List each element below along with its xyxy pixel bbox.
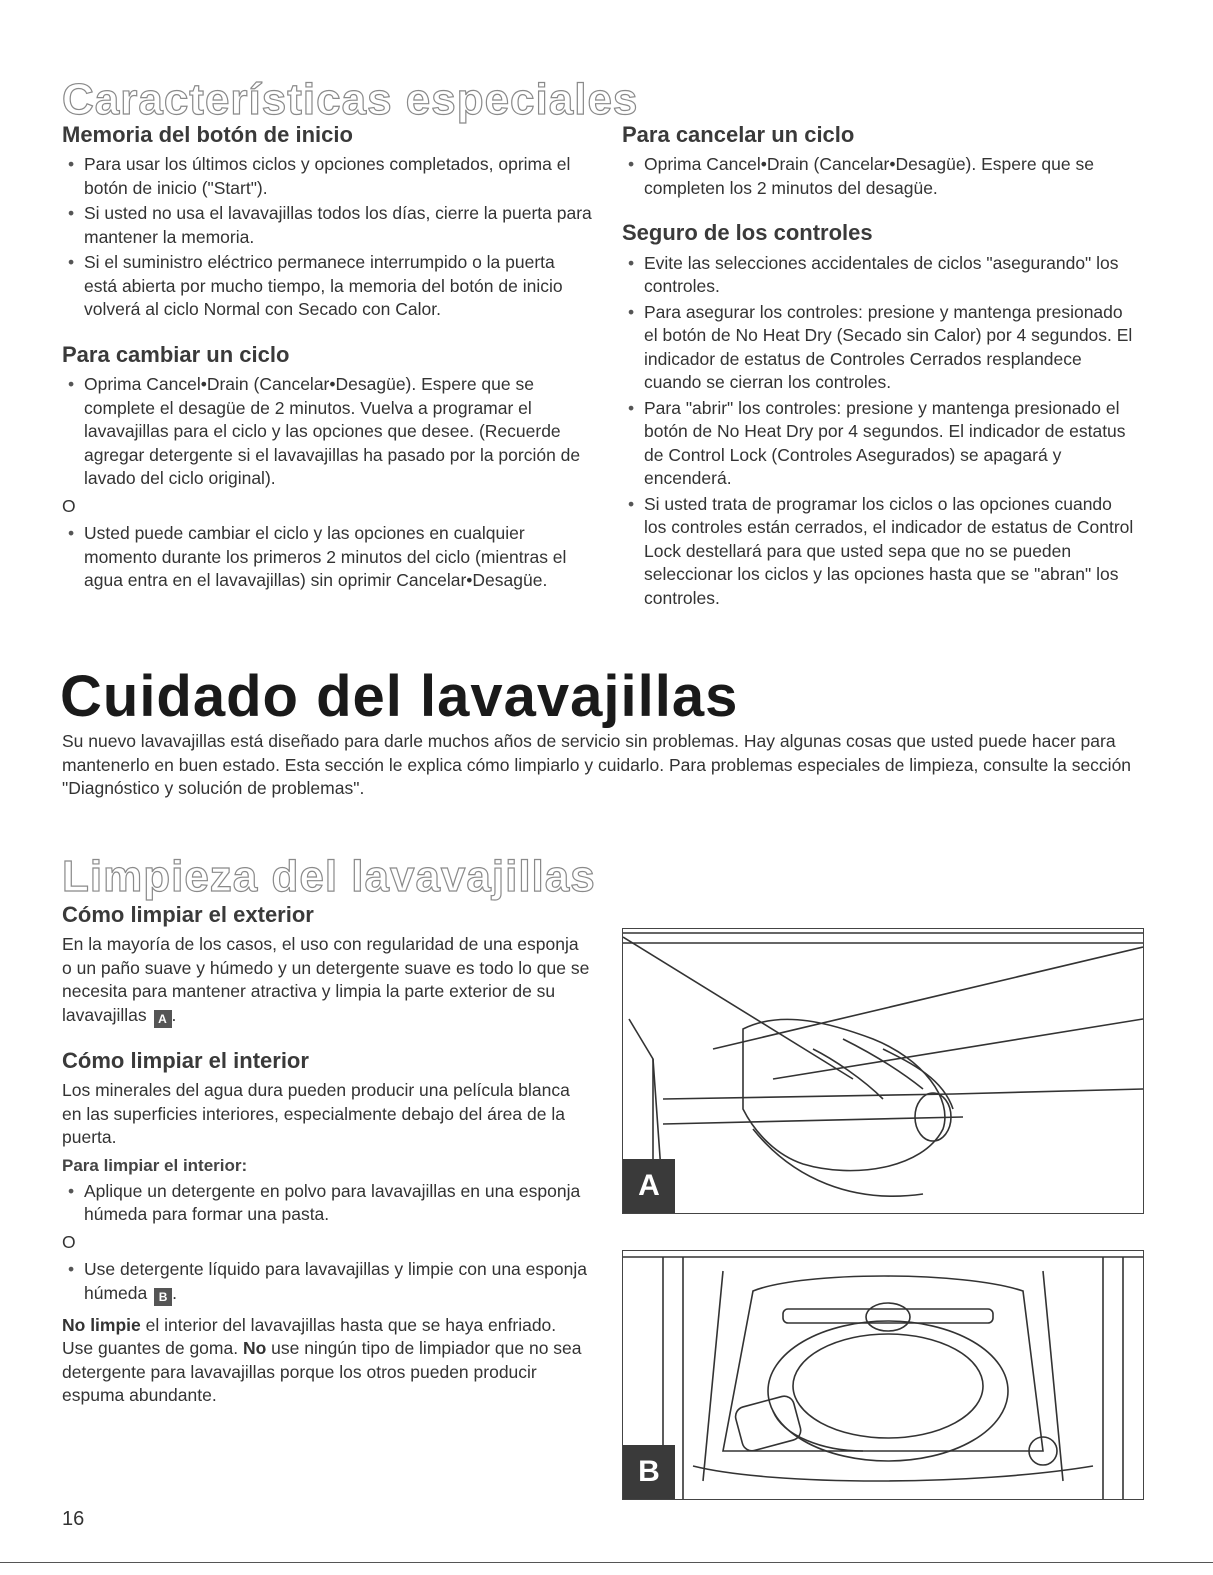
interior-list-2 (62, 1258, 592, 1306)
figure-b-badge: B (154, 1288, 172, 1306)
list-item: • Para asegurar los controles: presione y mantenga presionado el botón de No Heat Dry (Secado sin Calor) por 4 segundos. El indicador de estatus de Controles Cerrados resplandece cuando se cierran los controles. (622, 301, 1137, 395)
list-item: • Usted puede cambiar el ciclo y las opciones en cualquier momento durante los primeros 2 minutos del ciclo (mientras el agua entra en el lavavajillas) sin oprimir Cancelar•Desagüe. (62, 522, 592, 593)
warning-text-2: use ningún tipo de limpiador que no sea detergente para lavavajillas porque los otros pueden producir espuma abundante. (62, 1338, 582, 1406)
interior-subheading: Para limpiar el interior: (62, 1155, 248, 1175)
cancel-cycle-section (622, 122, 1137, 200)
figure-a-label: A (623, 1159, 675, 1213)
or-separator: O (62, 495, 76, 516)
list-item: • Aplique un detergente en polvo para lavavajillas en una esponja húmeda para formar una pasta. (62, 1180, 592, 1227)
care-intro (62, 730, 1142, 801)
list-item: • Para usar los últimos ciclos y opciones completados, oprima el botón de inicio ("Start"). (62, 153, 592, 200)
interior-warning (62, 1314, 592, 1408)
list-item: • Oprima Cancel•Drain (Cancelar•Desagüe). Espere que se completen los 2 minutos del desagüe. (622, 153, 1137, 200)
figure-a-badge: A (154, 1010, 172, 1028)
exterior-end: . (171, 1004, 177, 1025)
control-lock-section (622, 220, 1137, 610)
cancel-cycle-title: Para cancelar un ciclo (622, 122, 855, 147)
or-separator: O (62, 1231, 76, 1252)
start-memory-list (62, 153, 592, 322)
interior-title: Cómo limpiar el interior (62, 1047, 309, 1073)
warning-bold-1: No limpie (62, 1314, 141, 1335)
warning-text-1: el interior del lavavajillas hasta que se haya enfriado. Use guantes de goma. (62, 1314, 557, 1359)
change-cycle-list (62, 373, 592, 491)
change-cycle-list-2 (62, 522, 592, 593)
section-heading-features: Características especiales (62, 75, 639, 124)
list-item: • Si usted no usa el lavavajillas todos los días, cierre la puerta para mantener la memoria. (62, 202, 592, 249)
list-item: • Oprima Cancel•Drain (Cancelar•Desagüe). Espere que se complete el desagüe de 2 minutos. Vuelva a programar el lavavajillas para el ciclo y las opciones que desee. (Recuerde agregar detergente si el lavavajillas ha pasado por la porción de lavado del ciclo original). (62, 373, 592, 491)
interior-section (62, 1048, 592, 1408)
warning-bold-2: No (242, 1338, 267, 1359)
illustration-b (622, 1250, 1144, 1500)
control-lock-list (622, 252, 1137, 611)
illustration-a (622, 928, 1144, 1214)
control-lock-title: Seguro de los controles (622, 220, 873, 246)
wiping-interior-illustration (623, 1251, 1143, 1499)
list-item: • Si usted trata de programar los ciclos o las opciones cuando los controles están cerrados, el indicador de estatus de Control Lock destellará para que usted sepa que no se pueden seleccionar los ciclos y las opciones hasta que se "abran" los controles. (622, 493, 1137, 611)
features-right-column (622, 122, 1137, 630)
list-item (62, 1258, 592, 1306)
page-number: 16 (62, 1508, 85, 1530)
start-memory-title: Memoria del botón de inicio (62, 122, 353, 147)
change-cycle-section (62, 342, 592, 593)
features-left-column (62, 122, 592, 613)
exterior-section (62, 902, 592, 1028)
list-item: • Evite las selecciones accidentales de ciclos "asegurando" los controles. (622, 252, 1137, 299)
care-intro-text: Su nuevo lavavajillas está diseñado para darle muchos años de servicio sin problemas. Hay algunas cosas que usted puede hacer para mantenerlo en buen estado. Esta sección le explica cómo limpiarlo y cuidarlo. Para problemas especiales de limpieza, consulte la sección "Diagnóstico y solución de problemas". (62, 731, 1132, 798)
interior-list (62, 1180, 592, 1227)
cancel-cycle-list (622, 153, 1137, 200)
care-heading: Cuidado del lavavajillas (60, 664, 739, 729)
interior-text: Los minerales del agua dura pueden producir una película blanca en las superficies interiores, especialmente debajo del área de la puerta. (62, 1080, 570, 1148)
wiping-exterior-illustration (623, 929, 1143, 1213)
footer-divider (0, 1562, 1213, 1563)
section-heading-cleaning: Limpieza del lavavajillas (62, 852, 596, 901)
interior-bullet-2-text: Use detergente líquido para lavavajillas y limpie con una esponja húmeda (84, 1259, 587, 1303)
list-item: • Para "abrir" los controles: presione y mantenga presionado el botón de No Heat Dry por 4 segundos. El indicador de estatus de Control Lock (Controles Asegurados) se apagará y encenderá. (622, 397, 1137, 491)
figure-b-label: B (623, 1445, 675, 1499)
interior-bullet-2-end: . (172, 1282, 177, 1303)
exterior-text (62, 933, 592, 1028)
list-item: • Si el suministro eléctrico permanece interrumpido o la puerta está abierta por mucho tiempo, la memoria del botón de inicio volverá al ciclo Normal con Secado con Calor. (62, 251, 592, 322)
exterior-body: En la mayoría de los casos, el uso con regularidad de una esponja o un paño suave y húmedo y un detergente suave es todo lo que se necesita para mantener atractiva y limpia la parte exterior de su lavavajillas (62, 934, 590, 1025)
start-memory-section (62, 122, 592, 322)
cleaning-text-column (62, 902, 592, 1428)
exterior-title: Cómo limpiar el exterior (62, 902, 314, 927)
change-cycle-title: Para cambiar un ciclo (62, 341, 290, 367)
